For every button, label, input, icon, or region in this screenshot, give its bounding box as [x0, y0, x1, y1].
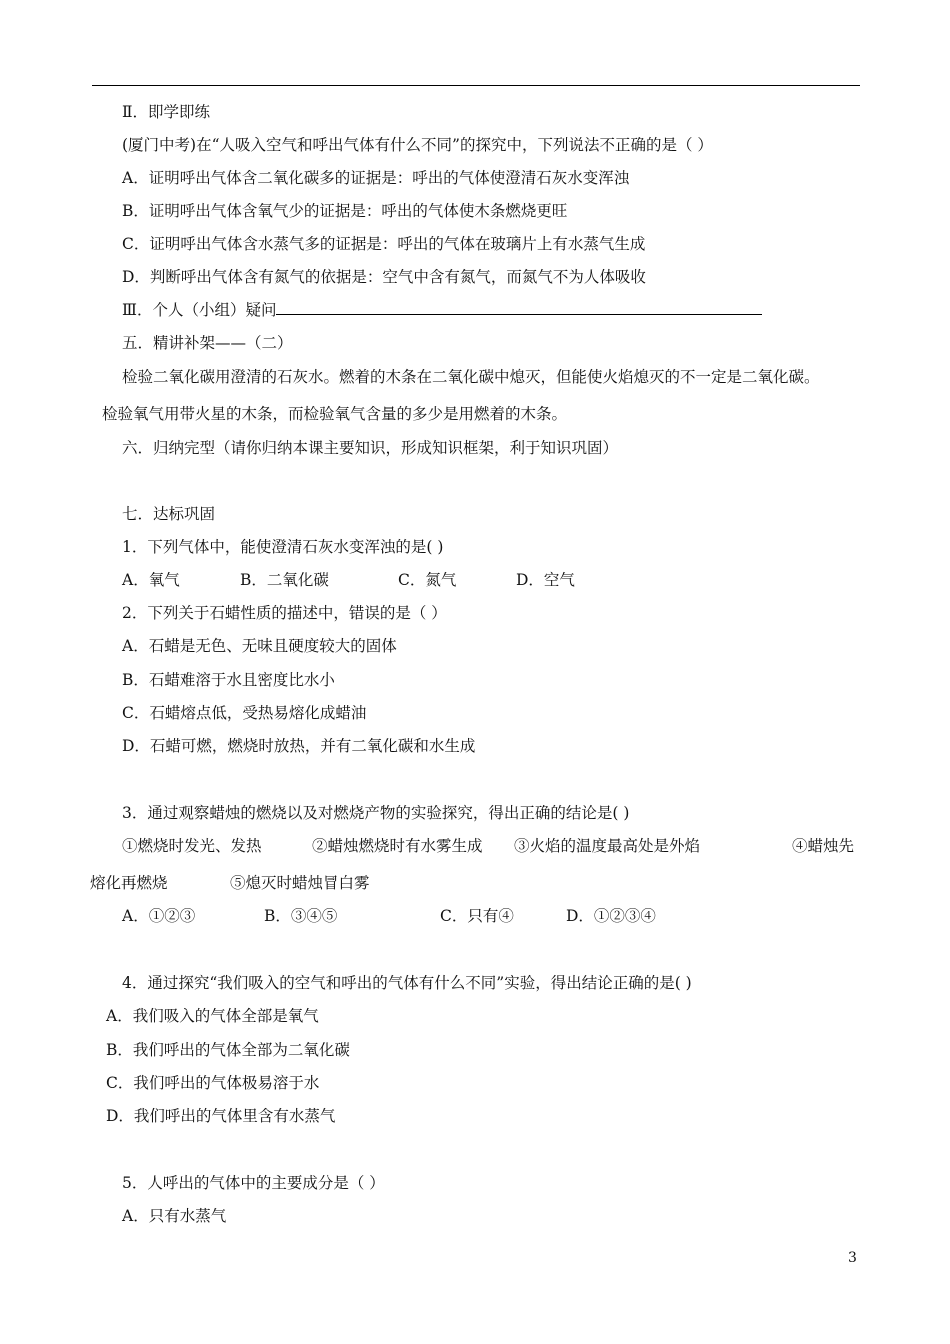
q3-statement-2: ②蜡烛燃烧时有水雾生成: [312, 837, 483, 855]
question-blank-line: [276, 300, 762, 315]
section-7-heading: 七．达标巩固: [122, 505, 216, 523]
q4-option-a: A．我们吸入的气体全部是氧气: [106, 1007, 319, 1025]
q3-option-d: D．①②③④: [566, 907, 656, 925]
q4-option-b: B．我们呼出的气体全部为二氧化碳: [106, 1041, 350, 1059]
q3-statement-1: ①燃烧时发光、发热: [122, 837, 262, 855]
q5-option-a: A．只有水蒸气: [122, 1207, 227, 1225]
q4-stem: 4．通过探究“我们吸入的空气和呼出的气体有什么不同”实验，得出结论正确的是( ): [122, 974, 692, 992]
q3-statement-3: ③火焰的温度最高处是外焰: [514, 837, 701, 855]
q2-option-c: C．石蜡熔点低，受热易熔化成蜡油: [122, 704, 367, 722]
q2-option-b: B．石蜡难溶于水且密度比水小: [122, 671, 335, 689]
q1-option-a: A．氧气: [122, 571, 180, 589]
page-number: 3: [848, 1250, 857, 1266]
q3-stem: 3．通过观察蜡烛的燃烧以及对燃烧产物的实验探究，得出正确的结论是( ): [122, 804, 630, 822]
q1-option-d: D．空气: [516, 571, 575, 589]
section-5-text-1: 检验二氧化碳用澄清的石灰水。燃着的木条在二氧化碳中熄灭，但能使火焰熄灭的不一定是二氧化碳。: [122, 368, 820, 386]
practice-option-c: C．证明呼出气体含水蒸气多的证据是：呼出的气体在玻璃片上有水蒸气生成: [122, 235, 646, 253]
section-2-heading: Ⅱ．即学即练: [122, 103, 211, 121]
q4-option-d: D．我们呼出的气体里含有水蒸气: [106, 1107, 336, 1125]
q2-stem: 2．下列关于石蜡性质的描述中，错误的是（ ）: [122, 604, 447, 622]
q2-option-d: D．石蜡可燃，燃烧时放热，并有二氧化碳和水生成: [122, 737, 476, 755]
q1-stem: 1．下列气体中，能使澄清石灰水变浑浊的是( ): [122, 538, 444, 556]
section-3-line: [122, 300, 762, 320]
section-3-heading: Ⅲ．个人（小组）疑问: [122, 301, 277, 319]
practice-option-d: D．判断呼出气体含有氮气的依据是：空气中含有氮气，而氮气不为人体吸收: [122, 268, 646, 286]
q3-statement-5: ⑤熄灭时蜡烛冒白雾: [230, 874, 370, 892]
section-5-text-2: 检验氧气用带火星的木条，而检验氧气含量的多少是用燃着的木条。: [102, 405, 568, 423]
q1-option-b: B．二氧化碳: [240, 571, 329, 589]
q3-statement-4: ④蜡烛先: [792, 837, 855, 855]
q3-option-c: C．只有④: [440, 907, 514, 925]
header-rule: [92, 85, 860, 86]
q2-option-a: A．石蜡是无色、无味且硬度较大的固体: [122, 637, 397, 655]
q1-option-c: C．氮气: [398, 571, 457, 589]
practice-question: (厦门中考)在“人吸入空气和呼出气体有什么不同”的探究中，下列说法不正确的是（ ）: [122, 136, 713, 154]
q3-option-b: B．③④⑤: [264, 907, 338, 925]
practice-option-a: A．证明呼出气体含二氧化碳多的证据是：呼出的气体使澄清石灰水变浑浊: [122, 169, 630, 187]
section-5-heading: 五．精讲补架——（二）: [122, 334, 293, 352]
q3-option-a: A．①②③: [122, 907, 196, 925]
q5-stem: 5．人呼出的气体中的主要成分是（ ）: [122, 1174, 385, 1192]
section-6-heading: 六．归纳完型（请你归纳本课主要知识，形成知识框架，利于知识巩固）: [122, 439, 619, 457]
q4-option-c: C．我们呼出的气体极易溶于水: [106, 1074, 320, 1092]
practice-option-b: B．证明呼出气体含氧气少的证据是：呼出的气体使木条燃烧更旺: [122, 202, 568, 220]
q3-statement-4-cont: 熔化再燃烧: [90, 874, 168, 892]
